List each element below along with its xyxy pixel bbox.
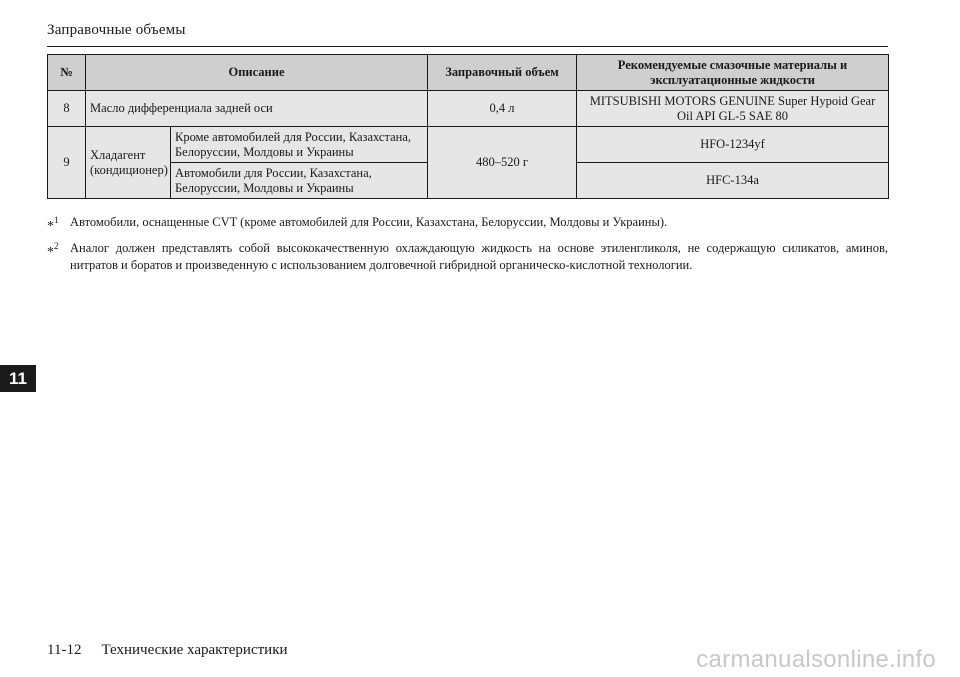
row-volume: 0,4 л [428, 91, 577, 127]
footnote-marker [47, 240, 70, 274]
footnote-marker [47, 214, 70, 235]
row-number: 9 [48, 127, 86, 199]
footnote [47, 240, 888, 274]
footnote [47, 214, 888, 235]
page-footer [47, 642, 288, 659]
row-number: 8 [48, 91, 86, 127]
footnote-number: 1 [54, 215, 59, 225]
footnote-text: Автомобили, оснащенные CVT (кроме автомобилей для России, Казахстана, Белоруссии, Молдовы и Украины). [70, 215, 668, 229]
footnote-asterisk: * [47, 245, 54, 261]
column-header-description: Описание [86, 55, 428, 91]
column-header-materials: Рекомендуемые смазочные материалы и эксплуатационные жидкости [577, 55, 889, 91]
footnotes [47, 214, 888, 279]
table-row [48, 91, 889, 127]
row-material: HFC-134a [577, 163, 889, 199]
footnote-number: 2 [54, 241, 59, 252]
page-number: 11-12 [47, 642, 82, 658]
row-material: MITSUBISHI MOTORS GENUINE Super Hypoid Gear Oil API GL-5 SAE 80 [577, 91, 889, 127]
row-condition: Автомобили для России, Казахстана, Белоруссии, Молдовы и Украины [171, 163, 428, 199]
table-header-row [48, 55, 889, 91]
row-volume: 480–520 г [428, 127, 577, 199]
footnote-text: Аналог должен представлять собой высококачественную охлаждающую жидкость на основе этиленгликоля, не содержащую силикатов, аминов, нитратов и боратов и произведенную с использованием долговечной гибридной органическо-кислотной технологии. [70, 241, 888, 273]
table-row [48, 127, 889, 163]
page-header-title: Заправочные объемы [47, 22, 186, 38]
header-divider [47, 46, 888, 47]
row-condition: Кроме автомобилей для России, Казахстана, Белоруссии, Молдовы и Украины [171, 127, 428, 163]
row-material: HFO-1234yf [577, 127, 889, 163]
column-header-number: № [48, 55, 86, 91]
watermark: carmanualsonline.info [696, 646, 936, 673]
capacities-table [47, 54, 889, 199]
column-header-volume: Заправочный объем [428, 55, 577, 91]
row-description: Масло дифференциала задней оси [86, 91, 428, 127]
footnote-asterisk: * [47, 219, 54, 235]
row-description: Хладагент (кондиционер) [86, 127, 171, 199]
chapter-tab: 11 [0, 365, 36, 392]
footer-section-title: Технические характеристики [101, 642, 288, 658]
